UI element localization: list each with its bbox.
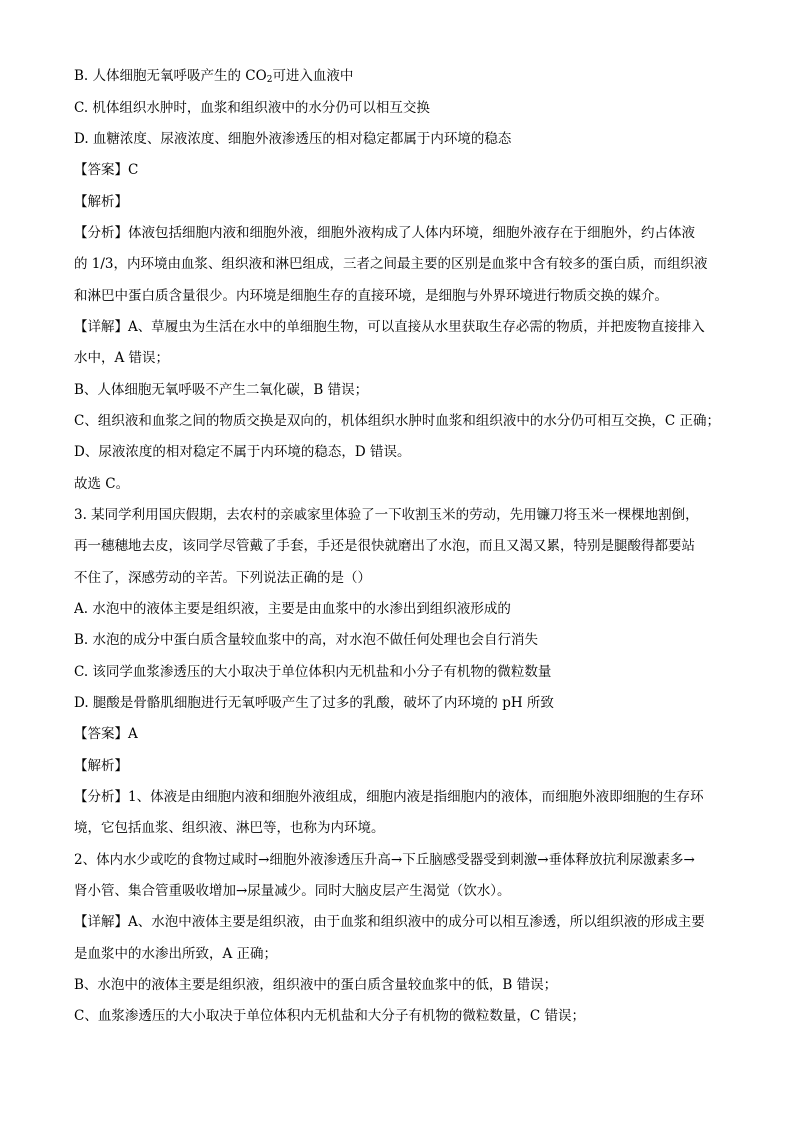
text-line: 【详解】A、草履虫为生活在水中的单细胞生物，可以直接从水里获取生存必需的物质，并把废物直接排入 bbox=[74, 319, 705, 335]
text-line: 和淋巴中蛋白质含量很少。内环境是细胞生存的直接环境，是细胞与外界环境进行物质交换的媒介。 bbox=[74, 288, 668, 304]
text-line: B、人体细胞无氧呼吸不产生二氧化碳，B 错误； bbox=[74, 382, 369, 398]
text-line: 【详解】A、水泡中液体主要是组织液，由于血浆和组织液中的成分可以相互渗透，所以组织液的形成主要 bbox=[74, 914, 705, 930]
text-line: 故选 C。 bbox=[74, 476, 130, 492]
text-line: 肾小管、集合管重吸收增加→尿量减少。同时大脑皮层产生渴觉（饮水）。 bbox=[74, 883, 511, 899]
text-line: C、组织液和血浆之间的物质交换是双向的，机体组织水肿时血浆和组织液中的水分仍可相互交换，C 正确； bbox=[74, 413, 720, 429]
question-stem: 不住了，深感劳动的辛苦。下列说法正确的是（） bbox=[74, 570, 371, 586]
option-b: B. 水泡的成分中蛋白质含量较血浆中的高，对水泡不做任何处理也会自行消失 bbox=[74, 632, 539, 648]
text-run: 可进入血液中 bbox=[272, 68, 354, 84]
text-line: 水中，A 错误； bbox=[74, 350, 170, 366]
text-line: 境，它包括血浆、组织液、淋巴等，也称为内环境。 bbox=[74, 820, 385, 836]
subscript: 2 bbox=[266, 75, 273, 85]
analysis-label: 【解析】 bbox=[74, 194, 128, 210]
text-line: D. 血糖浓度、尿液浓度、细胞外液渗透压的相对稳定都属于内环境的稳态 bbox=[74, 131, 512, 147]
question-stem: 再一穗穗地去皮，该同学尽管戴了手套，手还是很快就磨出了水泡，而且又渴又累，特别是腿酸得都要站 bbox=[74, 538, 695, 554]
analysis-label: 【解析】 bbox=[74, 758, 128, 774]
text-line: 【分析】体液包括细胞内液和细胞外液，细胞外液构成了人体内环境，细胞外液存在于细胞外，约占体液 bbox=[74, 225, 695, 241]
option-a: A. 水泡中的液体主要是组织液，主要是由血浆中的水渗出到组织液形成的 bbox=[74, 601, 511, 617]
text-line: 【分析】1、体液是由细胞内液和细胞外液组成，细胞内液是指细胞内的液体，而细胞外液即细胞的生存环 bbox=[74, 789, 704, 805]
text-line: B、水泡中的液体主要是组织液，组织液中的蛋白质含量较血浆中的低，B 错误； bbox=[74, 977, 558, 993]
text-line: 2、体内水少或吃的食物过咸时→细胞外液渗透压升高→下丘脑感受器受到刺激→垂体释放抗利尿激素多→ bbox=[74, 852, 695, 868]
text-line: 是血浆中的水渗出所致，A 正确； bbox=[74, 946, 278, 962]
text-line bbox=[74, 66, 724, 86]
text-line: D、尿液浓度的相对稳定不属于内环境的稳态，D 错误。 bbox=[74, 444, 411, 460]
text-line: C、血浆渗透压的大小取决于单位体积内无机盐和大分子有机物的微粒数量，C 错误； bbox=[74, 1008, 585, 1024]
text-run: B. 人体细胞无氧呼吸产生的 CO bbox=[74, 68, 267, 84]
answer-label: 【答案】A bbox=[74, 726, 138, 742]
answer-label: 【答案】C bbox=[74, 162, 139, 178]
text-line: 的 1/3，内环境由血浆、组织液和淋巴组成，三者之间最主要的区别是血浆中含有较多的蛋白质，而组织液 bbox=[74, 256, 708, 272]
option-c: C. 该同学血浆渗透压的大小取决于单位体积内无机盐和小分子有机物的微粒数量 bbox=[74, 664, 552, 680]
question-stem: 3. 某同学利用国庆假期，去农村的亲戚家里体验了一下收割玉米的劳动，先用镰刀将玉米一棵棵地割倒， bbox=[74, 507, 699, 523]
option-d: D. 腿酸是骨骼肌细胞进行无氧呼吸产生了过多的乳酸，破坏了内环境的 pH 所致 bbox=[74, 695, 554, 711]
text-line: C. 机体组织水肿时，血浆和组织液中的水分仍可以相互交换 bbox=[74, 100, 430, 116]
